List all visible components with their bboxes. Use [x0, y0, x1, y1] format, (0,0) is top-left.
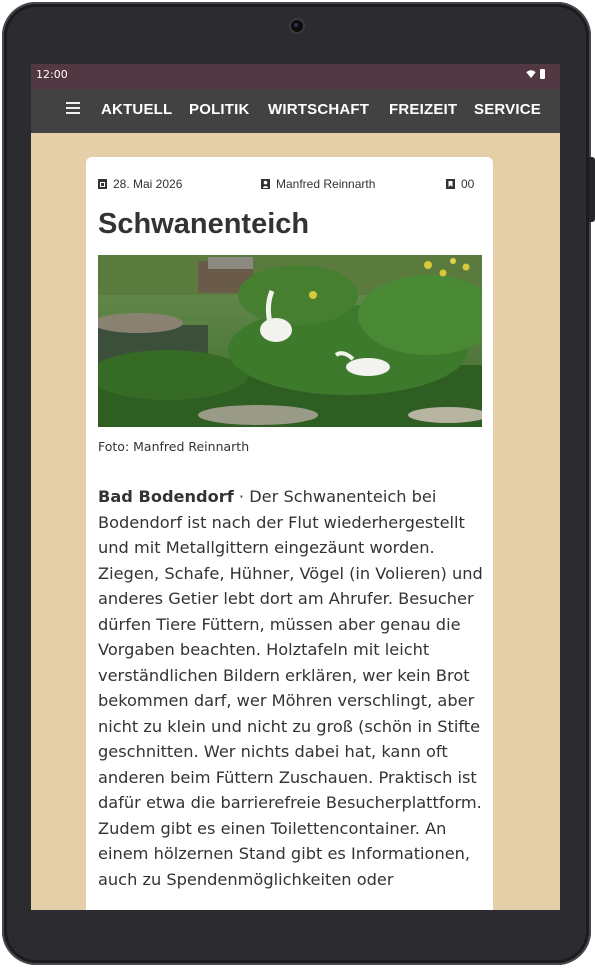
power-button [589, 157, 595, 222]
status-time: 12:00 [36, 68, 68, 81]
article-body [98, 484, 483, 892]
front-camera [291, 20, 303, 32]
bookmark-icon [446, 179, 455, 189]
location-separator: · [233, 487, 250, 506]
bookmark-count[interactable]: 00 [446, 177, 474, 191]
wifi-icon [526, 69, 536, 79]
nav-item-freizeit[interactable]: FREIZEIT [389, 101, 458, 118]
screen [31, 64, 560, 910]
article-location: Bad Bodendorf [98, 487, 234, 506]
battery-icon [540, 69, 545, 79]
article-date: 28. Mai 2026 [98, 177, 182, 191]
article-card [86, 157, 493, 910]
article-title: Schwanenteich [98, 208, 310, 240]
author-icon [261, 179, 270, 189]
nav-item-aktuell[interactable]: AKTUELL [101, 101, 173, 118]
nav-item-wirtschaft[interactable]: WIRTSCHAFT [268, 101, 370, 118]
nav-item-service[interactable]: SERVICE [474, 101, 541, 118]
article-text: Der Schwanenteich bei Bodendorf ist nach der Flut wiederhergestellt und mit Metallgittern eingezäunt worden. Ziegen, Schafe, Hühner, Vögel (in Volieren) und anderes Getier lebt dort am Ahrufer. Besucher dürfen Tiere Füttern, müssen aber genau die Vorgaben beachten. Holztafeln mit leicht verständlichen Bildern erklären, wer kein Brot bekommen darf, wer Möhren verschlingt, aber nicht zu klein und nicht zu groß (schön in Stifte geschnitten. Wer nichts dabei hat, kann oft anderen beim Füttern Zuschauen. Praktisch ist dafür etwa die barrierefreie Besucherplattform. Zudem gibt es einen Toilettencontainer. An einem hölzernen Stand gibt es Informationen, auch zu Spendenmöglichkeiten oder [98, 487, 483, 889]
status-icons [526, 69, 545, 79]
status-bar [31, 64, 560, 89]
photo-caption: Foto: Manfred Reinnarth [98, 439, 250, 454]
top-navigation [31, 89, 560, 133]
article-author[interactable]: Manfred Reinnarth [261, 177, 375, 191]
article-photo[interactable] [98, 255, 482, 427]
nav-item-politik[interactable]: POLITIK [189, 101, 250, 118]
hamburger-menu-icon[interactable] [66, 102, 80, 116]
calendar-icon [98, 179, 107, 189]
